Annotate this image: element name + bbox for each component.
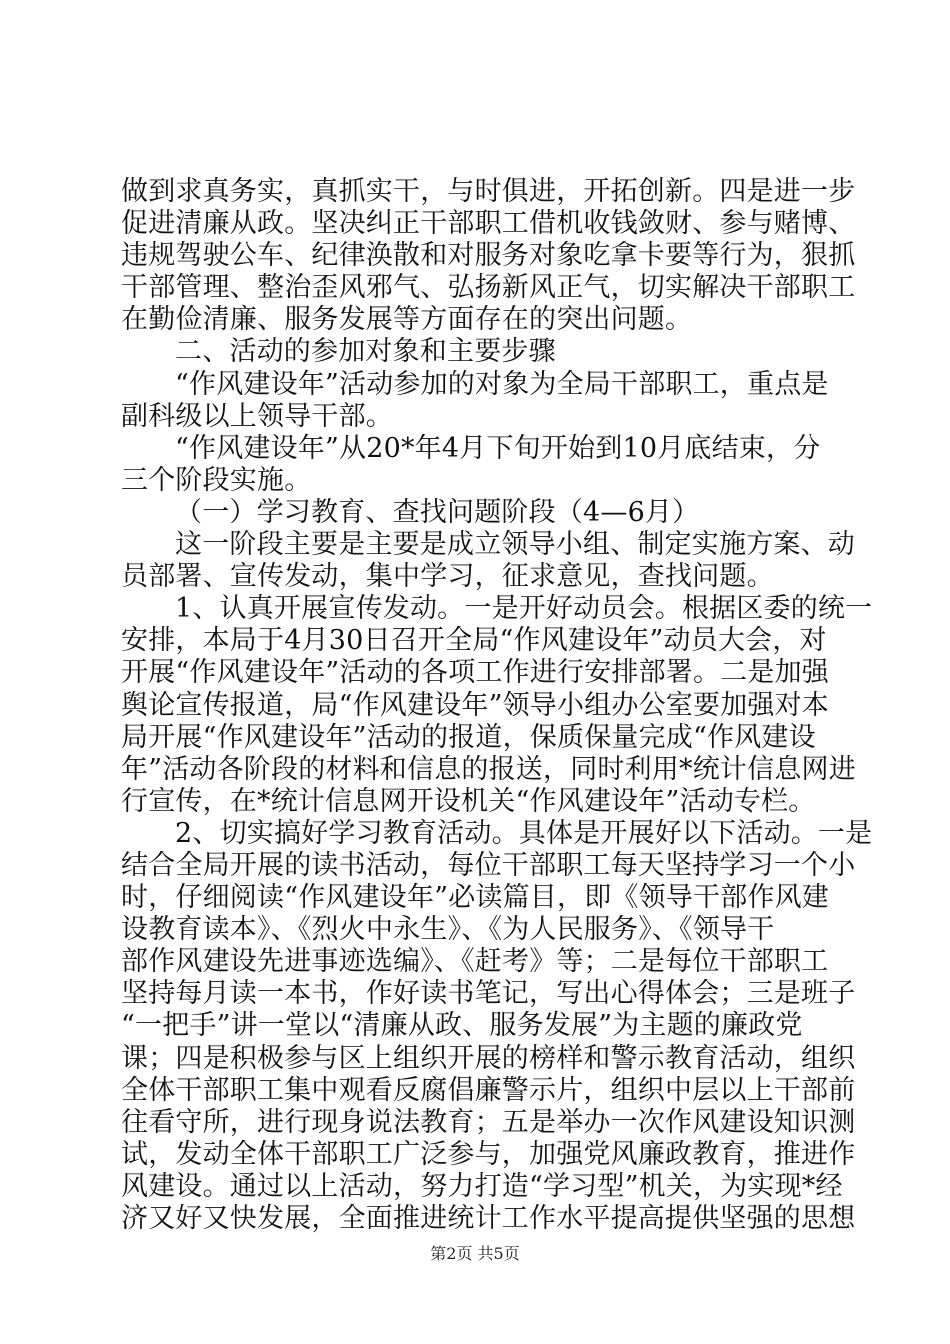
text-line: 济又好又快发展，全面推进统计工作水平提高提供坚强的思想 (121, 1203, 856, 1234)
text-line: 试，发动全体干部职工广泛参与，加强党风廉政教育，推进作 (121, 1138, 856, 1170)
text-line: 副科级以上领导干部。 (121, 400, 393, 432)
text-line: 在勤俭清廉、服务发展等方面存在的突出问题。 (121, 304, 693, 336)
text-line: 部作风建设先进事迹选编》、《赶考》等；二是每位干部职工 (121, 946, 829, 978)
text-line: 促进清廉从政。坚决纠正干部职工借机收钱敛财、参与赌博、 (121, 208, 856, 240)
text-line: 坚持每月读一本书，作好读书笔记，写出心得体会；三是班子 (121, 978, 856, 1010)
text-line: 违规驾驶公车、纪律涣散和对服务对象吃拿卡要等行为，狠抓 (121, 240, 856, 272)
text-line: 安排，本局于4月30日召开全局“作风建设年”动员大会，对 (121, 625, 827, 657)
text-line: 课；四是积极参与区上组织开展的榜样和警示教育活动，组织 (121, 1042, 856, 1074)
text-line: 三个阶段实施。 (121, 464, 312, 496)
text-line: 年”活动各阶段的材料和信息的报送，同时利用*统计信息网进 (121, 753, 856, 785)
text-line: 往看守所，进行现身说法教育；五是举办一次作风建设知识测 (121, 1106, 856, 1138)
text-line: 全体干部职工集中观看反腐倡廉警示片，组织中层以上干部前 (121, 1074, 856, 1106)
text-line: 员部署、宣传发动，集中学习，征求意见，查找问题。 (121, 561, 774, 593)
text-line: 干部管理、整治歪风邪气、弘扬新风正气，切实解决干部职工 (121, 272, 856, 304)
text-line: “作风建设年”从20*年4月下旬开始到10月底结束，分 (175, 432, 821, 464)
text-line: 1、认真开展宣传发动。一是开好动员会。根据区委的统一 (175, 593, 873, 625)
text-line: 设教育读本》、《烈火中永生》、《为人民服务》、《领导干 (121, 914, 775, 946)
text-line: 时，仔细阅读“作风建设年”必读篇目，即《领导干部作风建 (121, 882, 830, 914)
text-line: “作风建设年”活动参加的对象为全局干部职工，重点是 (175, 368, 829, 400)
text-line: 行宣传，在*统计信息网开设机关“作风建设年”活动专栏。 (121, 785, 816, 817)
text-line: 局开展“作风建设年”活动的报道，保质保量完成“作风建设 (121, 721, 816, 753)
text-line: 这一阶段主要是主要是成立领导小组、制定实施方案、动 (175, 529, 855, 561)
section-heading: 二、活动的参加对象和主要步骤 (175, 336, 556, 368)
text-line: 结合全局开展的读书活动，每位干部职工每天坚持学习一个小 (121, 849, 856, 881)
page-number-label: 第2页 共5页 (430, 1244, 520, 1263)
text-line: 风建设。通过以上活动，努力打造“学习型”机关，为实现*经 (121, 1170, 843, 1202)
text-line: 做到求真务实，真抓实干，与时俱进，开拓创新。四是进一步 (121, 176, 856, 207)
subsection-heading: （一）学习教育、查找问题阶段（4—6月） (175, 496, 700, 528)
text-line: 开展“作风建设年”活动的各项工作进行安排部署。二是加强 (121, 657, 830, 689)
text-line: “一把手”讲一堂以“清廉从政、服务发展”为主题的廉政党 (121, 1010, 803, 1042)
page-footer (0, 1243, 950, 1265)
text-line: 舆论宣传报道，局“作风建设年”领导小组办公室要加强对本 (121, 689, 830, 721)
text-line: 2、切实搞好学习教育活动。具体是开展好以下活动。一是 (175, 817, 873, 849)
